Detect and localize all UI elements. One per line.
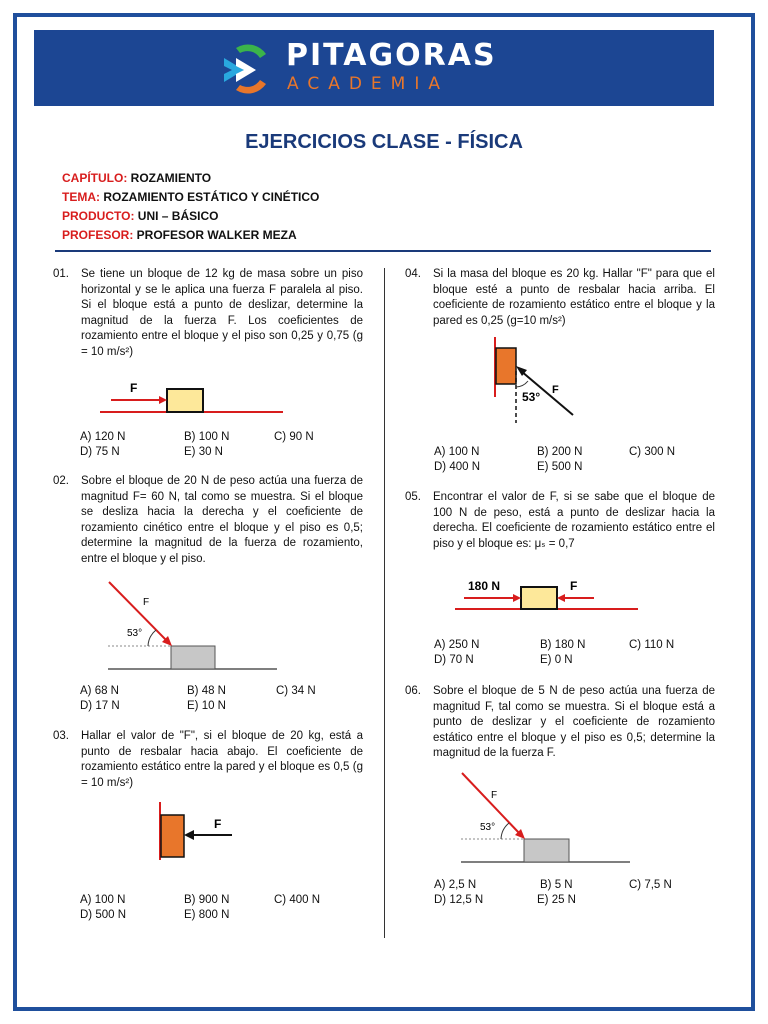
angle-label: 53° <box>522 390 541 404</box>
option-b: B) 900 N <box>184 894 230 906</box>
option-b: B) 100 N <box>184 431 230 443</box>
figure-03 <box>150 800 240 862</box>
option-a: A) 68 N <box>80 685 119 697</box>
pitagoras-logo-icon <box>222 40 274 96</box>
angle-label: 53° <box>480 822 496 833</box>
meta-product <box>62 209 218 223</box>
option-c: C) 34 N <box>276 685 316 697</box>
question-text: Si la masa del bloque es 20 kg. Hallar "F" para que el bloque esté a punto de resbalar hacia arriba. El coeficiente de rozamiento estático entre el bloque y la pared es 0,25 (g=10 m/s²) <box>433 268 715 327</box>
option-d: D) 17 N <box>80 700 120 712</box>
meta-key: PROFESOR: <box>62 228 134 242</box>
option-e: E) 30 N <box>184 446 223 458</box>
question-text: Sobre el bloque de 5 N de peso actúa una fuerza de magnitud F, tal como se muestra. Si el bloque está a punto de deslizar y el coeficiente de rozamiento estático entre el bloque y el piso es 0,5; determine la magnitud de la fuerza F. <box>433 685 715 759</box>
option-c: C) 300 N <box>629 446 676 458</box>
option-e: E) 0 N <box>540 654 573 666</box>
question-01 <box>53 267 363 362</box>
option-e: E) 500 N <box>537 461 583 473</box>
option-c: C) 7,5 N <box>629 879 672 891</box>
option-a: A) 120 N <box>80 431 126 443</box>
option-a: A) 2,5 N <box>434 879 477 891</box>
option-a: A) 100 N <box>80 894 126 906</box>
meta-key: PRODUCTO: <box>62 209 135 223</box>
option-d: D) 400 N <box>434 461 481 473</box>
option-b: B) 5 N <box>540 879 573 891</box>
question-06 <box>405 684 715 764</box>
question-number: 06. <box>405 685 421 697</box>
block <box>167 389 203 412</box>
force-label: F <box>491 790 498 801</box>
option-b: B) 48 N <box>187 685 226 697</box>
question-text: Hallar el valor de "F", si el bloque de 20 kg, está a punto de resbalar hacia abajo. El coeficiente de rozamiento estático entre la pared y el bloque es 0,5 (g = 10 m/s²) <box>81 730 363 789</box>
option-c: C) 90 N <box>274 431 314 443</box>
option-d: D) 75 N <box>80 446 120 458</box>
question-number: 05. <box>405 491 421 503</box>
question-number: 02. <box>53 475 69 487</box>
force-label-left: 180 N <box>468 579 501 593</box>
question-03 <box>53 729 363 794</box>
question-text: Sobre el bloque de 20 N de peso actúa una fuerza de magnitud F= 60 N, tal como se muestra. Si el bloque se desliza hacia la derecha y el coeficiente de rozamiento cinético entre el bloque y el piso es 0,5; determine la magnitud de la fuerza de rozamiento, entre el bloque y el piso. <box>81 475 363 565</box>
meta-chapter <box>62 171 211 185</box>
force-label: F <box>552 384 559 396</box>
question-number: 01. <box>53 268 69 280</box>
meta-value: UNI – BÁSICO <box>134 209 219 223</box>
force-label: F <box>130 381 138 395</box>
question-text: Se tiene un bloque de 12 kg de masa sobre un piso horizontal y se le aplica una fuerza F paralela al piso. Si el bloque está a punto de deslizar, determine la magnitud de la fuerza F. Los coeficientes de rozamiento entre el bloque y el piso son 0,25 y 0,75 (g = 10 m/s²) <box>81 268 363 358</box>
meta-key: TEMA: <box>62 190 100 204</box>
option-a: A) 100 N <box>434 446 480 458</box>
question-02 <box>53 474 363 569</box>
figure-01 <box>95 375 290 420</box>
force-label: F <box>570 579 578 593</box>
option-c: C) 400 N <box>274 894 321 906</box>
figure-04 <box>485 335 580 425</box>
option-e: E) 10 N <box>187 700 226 712</box>
figure-02 <box>105 577 280 672</box>
document-title: EJERCICIOS CLASE - FÍSICA <box>245 131 523 153</box>
meta-value: PROFESOR WALKER MEZA <box>133 228 297 242</box>
option-d: D) 70 N <box>434 654 474 666</box>
header-rule <box>55 250 711 252</box>
question-number: 04. <box>405 268 421 280</box>
option-d: D) 500 N <box>80 909 127 921</box>
option-c: C) 110 N <box>629 639 675 651</box>
meta-topic <box>62 190 319 204</box>
meta-value: ROZAMIENTO ESTÁTICO Y CINÉTICO <box>100 190 320 204</box>
figure-06 <box>458 770 633 865</box>
option-e: E) 800 N <box>184 909 230 921</box>
option-e: E) 25 N <box>537 894 576 906</box>
column-divider <box>384 268 385 938</box>
option-a: A) 250 N <box>434 639 480 651</box>
option-b: B) 200 N <box>537 446 583 458</box>
meta-key: CAPÍTULO: <box>62 171 128 185</box>
question-05 <box>405 490 715 555</box>
angle-label: 53° <box>127 628 143 639</box>
brand-name: PITAGORAS <box>286 38 497 73</box>
figure-05 <box>452 573 642 618</box>
option-b: B) 180 N <box>540 639 586 651</box>
question-text: Encontrar el valor de F, si se sabe que el bloque de 100 N de peso, está a punto de deslizar hacia la derecha. El coeficiente de rozamiento estático entre el piso y el bloque es: μₛ = 0,7 <box>433 491 715 550</box>
meta-value: ROZAMIENTO <box>127 171 212 185</box>
force-label: F <box>214 817 222 831</box>
brand-subtitle: ACADEMIA <box>287 74 449 94</box>
force-label: F <box>143 597 150 608</box>
question-number: 03. <box>53 730 69 742</box>
option-d: D) 12,5 N <box>434 894 484 906</box>
meta-teacher <box>62 228 297 242</box>
